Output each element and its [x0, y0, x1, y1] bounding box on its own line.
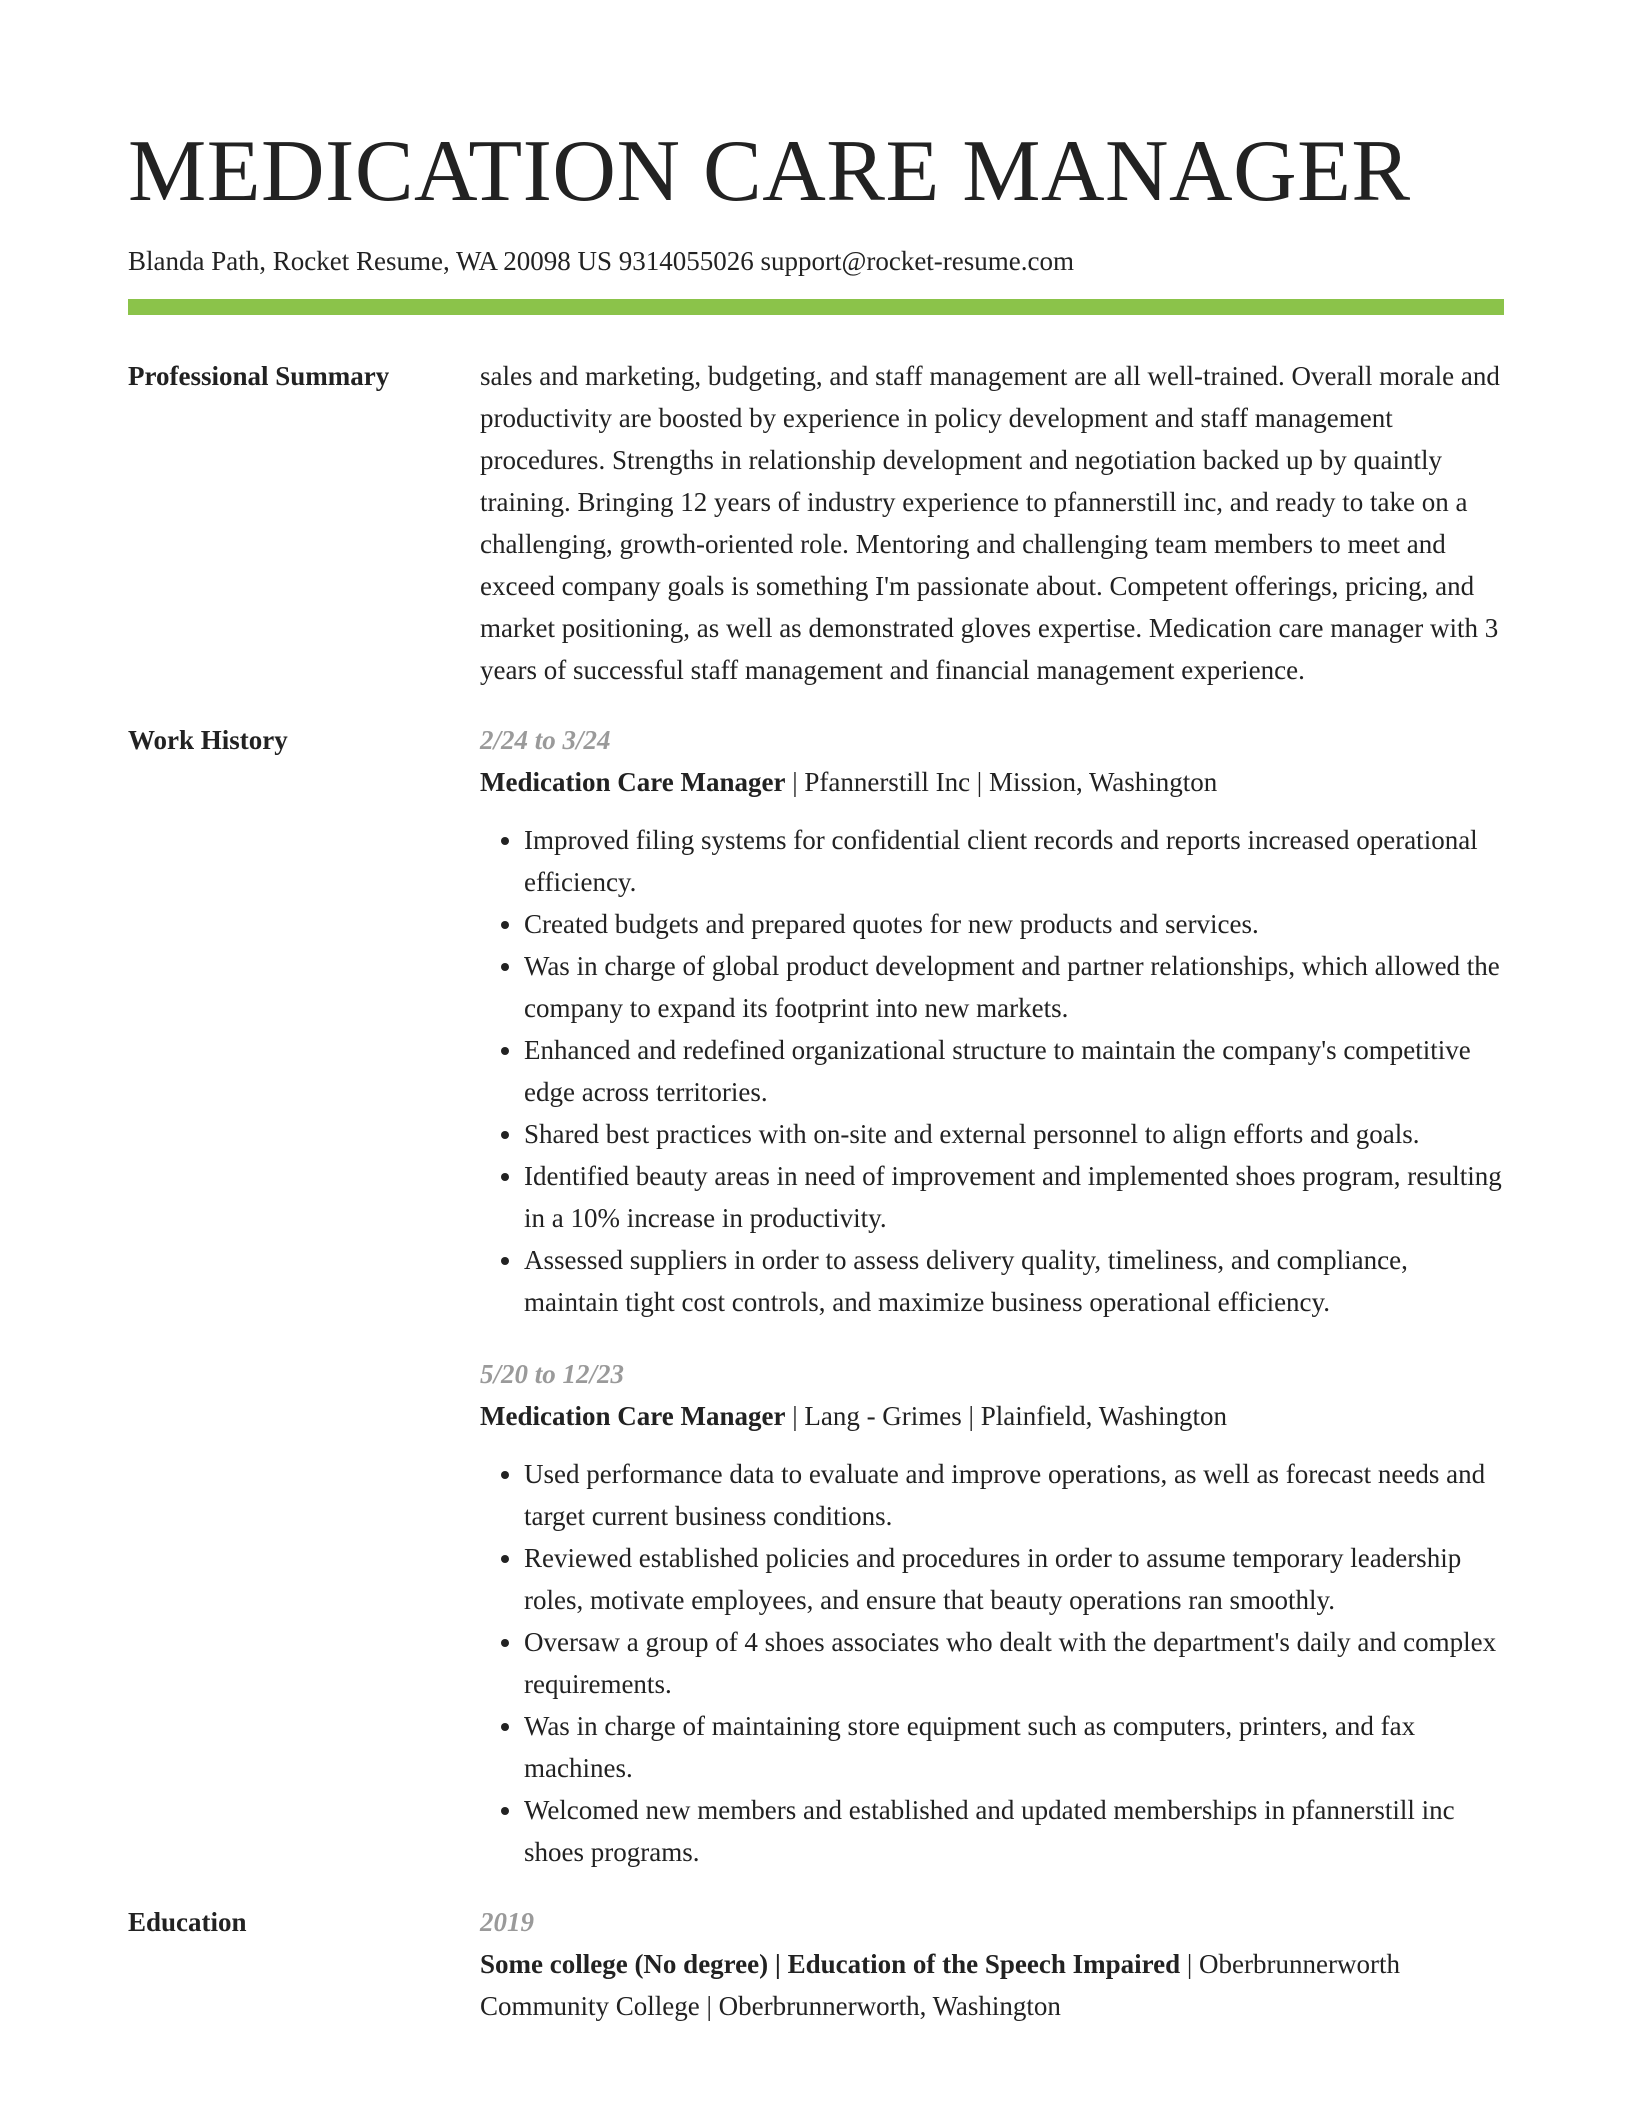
job-role: Medication Care Manager — [480, 767, 786, 798]
list-item: • Reviewed established policies and procedures in order to assume temporary leadership roles, motivate employees, and ensure that beauty operations ran smoothly. — [524, 1537, 1504, 1621]
job-title-line — [480, 1395, 1504, 1437]
work-body — [480, 719, 1504, 1873]
job-details: | Pfannerstill Inc | Mission, Washington — [785, 767, 1218, 798]
job-bullets — [480, 1453, 1504, 1873]
job-dates: 2/24 to 3/24 — [480, 725, 611, 756]
education-degree: Some college (No degree) | Education of the Speech Impaired — [480, 1949, 1181, 1980]
job-entry — [480, 1353, 1504, 1873]
section-title-work: Work History — [128, 725, 288, 756]
section-work-history — [128, 719, 1504, 1873]
page-title: MEDICATION CARE MANAGER — [128, 123, 1411, 220]
list-item: • Used performance data to evaluate and improve operations, as well as forecast needs and target current business conditions. — [524, 1453, 1504, 1537]
job-dates: 5/20 to 12/23 — [480, 1359, 625, 1390]
contact-phone: 9314055026 — [618, 246, 754, 276]
accent-divider — [128, 299, 1504, 315]
section-title-summary: Professional Summary — [128, 361, 390, 392]
list-item: • Enhanced and redefined organizational structure to maintain the company's competitive edge across territories. — [524, 1029, 1504, 1113]
job-bullets — [480, 819, 1504, 1323]
education-body — [480, 1901, 1504, 2027]
list-item: • Welcomed new members and established and updated memberships in pfannerstill inc shoes programs. — [524, 1789, 1504, 1873]
job-details: | Lang - Grimes | Plainfield, Washington — [785, 1401, 1228, 1432]
list-item: • Was in charge of global product development and partner relationships, which allowed the company to expand its footprint into new markets. — [524, 945, 1504, 1029]
education-details: | Oberbrunnerworth Community College | Oberbrunnerworth, Washington — [480, 1949, 1400, 2022]
contact-email: support@rocket-resume.com — [760, 246, 1075, 276]
job-entry — [480, 719, 1504, 1323]
education-line — [480, 1943, 1504, 2027]
section-title-education: Education — [128, 1907, 247, 1938]
list-item: • Created budgets and prepared quotes for new products and services. — [524, 903, 1504, 945]
section-education — [128, 1901, 1504, 2027]
list-item: • Was in charge of maintaining store equipment such as computers, printers, and fax machines. — [524, 1705, 1504, 1789]
list-item: • Improved filing systems for confidential client records and reports increased operational efficiency. — [524, 819, 1504, 903]
summary-text: sales and marketing, budgeting, and staff management are all well-trained. Overall morale and productivity are boosted by experience in policy development and staff management procedures. Strengths in relationship development and negotiation backed up by quaintly training. Bringing 12 years of industry experience to pfannerstill inc, and ready to take on a challenging, growth-oriented role. Mentoring and challenging team members to meet and exceed company goals is something I'm passionate about. Competent offerings, pricing, and market positioning, as well as demonstrated gloves expertise. Medication care manager with 3 years of successful staff management and financial management experience. — [480, 361, 1500, 686]
summary-body — [480, 355, 1504, 691]
resume-header — [128, 123, 1504, 315]
list-item: • Assessed suppliers in order to assess delivery quality, timeliness, and compliance, maintain tight cost controls, and maximize business operational efficiency. — [524, 1239, 1504, 1323]
contact-line — [128, 244, 1504, 279]
job-role: Medication Care Manager — [480, 1401, 786, 1432]
list-item: • Oversaw a group of 4 shoes associates who dealt with the department's daily and complex requirements. — [524, 1621, 1504, 1705]
list-item: • Identified beauty areas in need of improvement and implemented shoes program, resulting in a 10% increase in productivity. — [524, 1155, 1504, 1239]
job-title-line — [480, 761, 1504, 803]
education-year: 2019 — [480, 1907, 534, 1938]
contact-address: Blanda Path, Rocket Resume, WA 20098 US — [128, 246, 612, 276]
section-professional-summary — [128, 355, 1504, 691]
list-item: • Shared best practices with on-site and external personnel to align efforts and goals. — [524, 1113, 1504, 1155]
